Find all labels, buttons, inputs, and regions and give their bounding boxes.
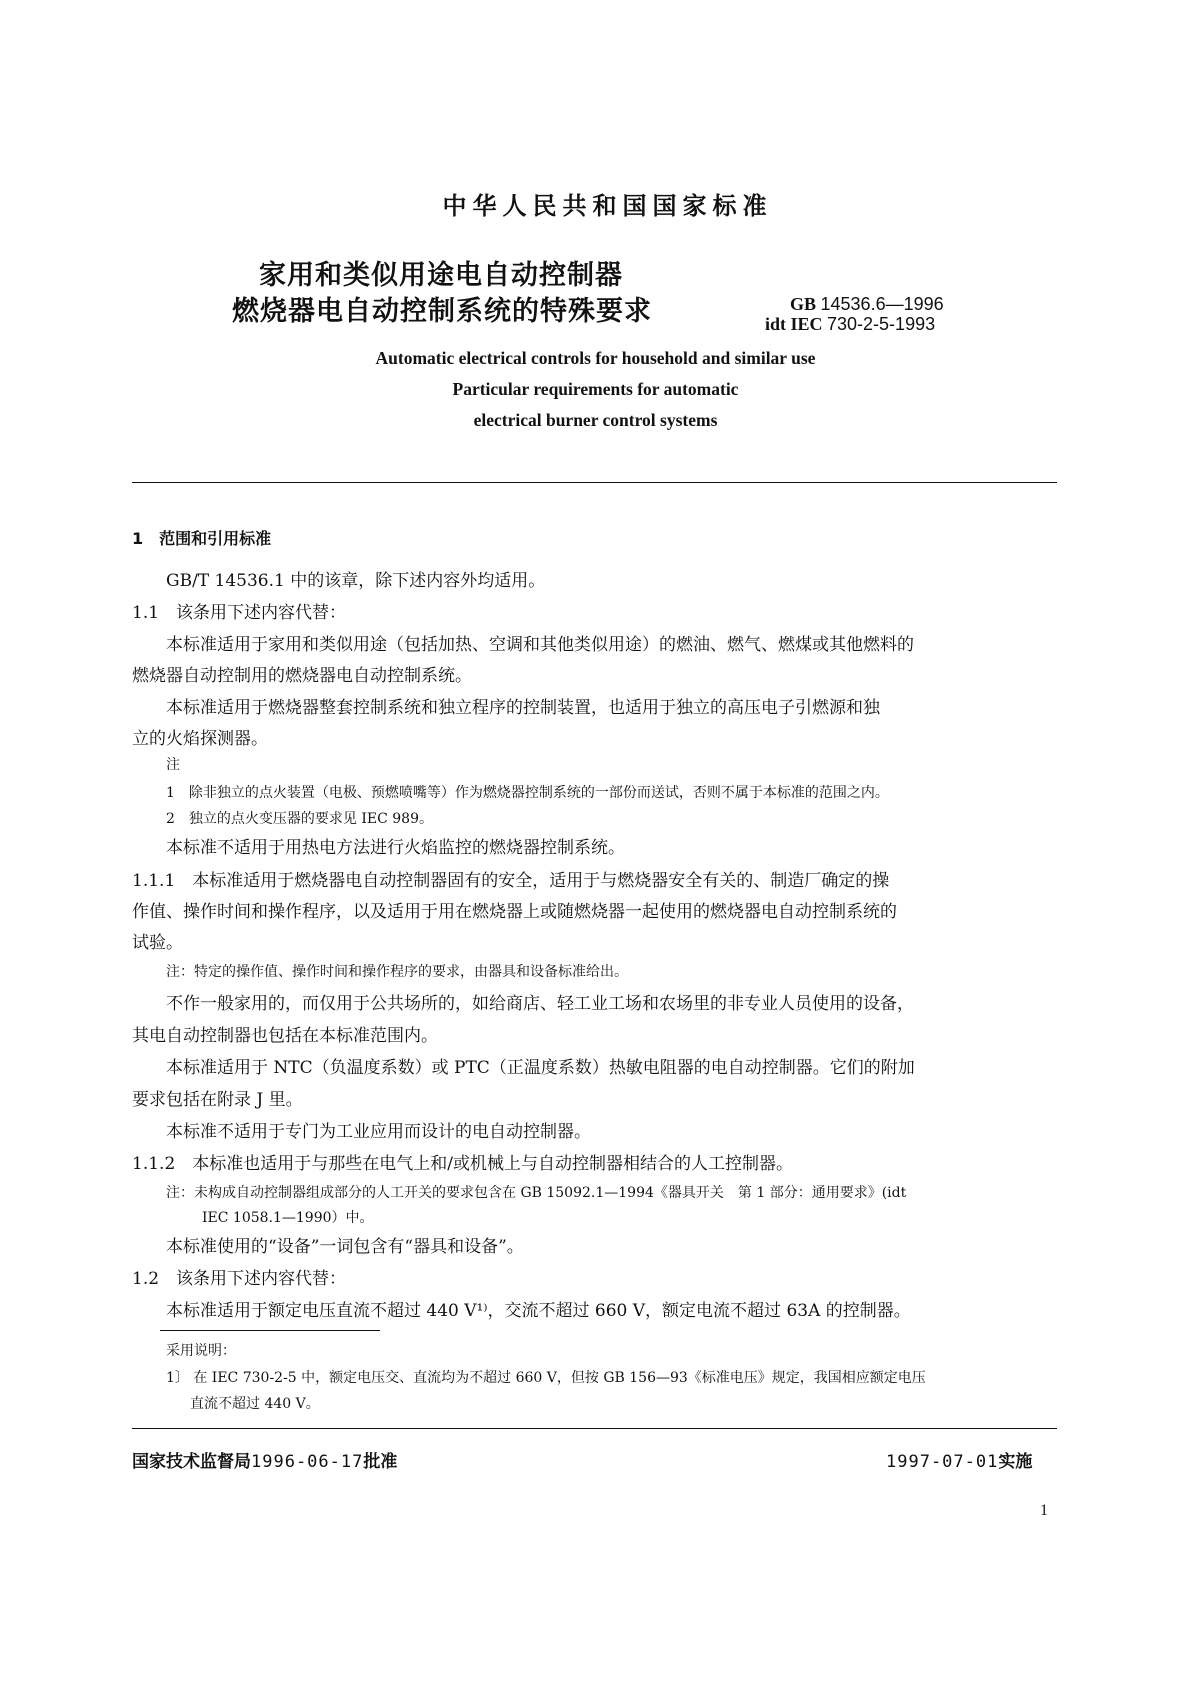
- note-4-line1: 注：未构成自动控制器组成部分的人工开关的要求包含在 GB 15092.1—1994《器具开关 第 1 部分：通用要求》(idt: [166, 1185, 907, 1201]
- note-3: 注：特定的操作值、操作时间和操作程序的要求，由器具和设备标准给出。: [166, 964, 628, 980]
- footer-divider: [132, 1428, 1057, 1429]
- title-cn-line2: 燃烧器电自动控制系统的特殊要求: [232, 296, 652, 327]
- header-divider: [132, 482, 1057, 483]
- paragraph-p3-line1: 本标准适用于燃烧器整套控制系统和独立程序的控制装置，也适用于独立的高压电子引燃源和独: [166, 698, 880, 718]
- paragraph-p2-line2: 燃烧器自动控制用的燃烧器电自动控制系统。: [132, 666, 472, 686]
- gb-number: 14536.6—1996: [820, 294, 944, 314]
- implementation-word: 实施: [998, 1452, 1033, 1472]
- clause-1-1-1-line3: 试验。: [132, 933, 183, 953]
- gb-prefix: GB: [790, 294, 817, 314]
- clause-1-1-1-line1: 1.1.1 本标准适用于燃烧器电自动控制器固有的安全，适用于与燃烧器安全有关的、制造厂确定的操: [132, 871, 890, 891]
- issuer: 国家技术监督局: [132, 1452, 251, 1472]
- idt-number: 730-2-5-1993: [827, 314, 936, 334]
- paragraph-p8: 本标准使用的“设备”一词包含有“器具和设备”。: [166, 1237, 524, 1257]
- paragraph-p3-line2: 立的火焰探测器。: [132, 729, 268, 749]
- idt-prefix: idt IEC: [765, 314, 823, 334]
- paragraph-p2-line1: 本标准适用于家用和类似用途（包括加热、空调和其他类似用途）的燃油、燃气、燃煤或其他燃料的: [166, 635, 914, 655]
- note-2: 2 独立的点火变压器的要求见 IEC 989。: [166, 811, 433, 827]
- national-standard-heading: 中华人民共和国国家标准: [442, 192, 773, 220]
- idt-code: [765, 314, 935, 334]
- note-label: 注: [166, 757, 180, 773]
- title-en-line2: Particular requirements for automatic: [452, 379, 739, 399]
- page-number: 1: [1040, 1502, 1048, 1519]
- clause-1-1-2: 1.1.2 本标准也适用于与那些在电气上和/或机械上与自动控制器相结合的人工控制器。: [132, 1154, 793, 1174]
- paragraph-p5-line2: 其电自动控制器也包括在本标准范围内。: [132, 1026, 438, 1046]
- title-en-line3: electrical burner control systems: [473, 410, 718, 430]
- section1-heading: 1 范围和引用标准: [132, 529, 272, 548]
- clause-1-2: 1.2 该条用下述内容代替：: [132, 1269, 347, 1289]
- title-en-line1: Automatic electrical controls for household and similar use: [375, 348, 816, 368]
- title-cn-line1: 家用和类似用途电自动控制器: [259, 260, 623, 291]
- footnote-divider: [160, 1330, 380, 1331]
- implementation-line: [886, 1447, 1032, 1472]
- paragraph-p6-line1: 本标准适用于 NTC（负温度系数）或 PTC（正温度系数）热敏电阻器的电自动控制器。它们的附加: [166, 1058, 915, 1078]
- paragraph-p7: 本标准不适用于专门为工业应用而设计的电自动控制器。: [166, 1122, 591, 1142]
- approval-line: [132, 1447, 397, 1472]
- paragraph-p1: GB/T 14536.1 中的该章，除下述内容外均适用。: [166, 571, 546, 591]
- implementation-date: 1997-07-01: [886, 1452, 999, 1472]
- paragraph-p6-line2: 要求包括在附录 J 里。: [132, 1090, 303, 1110]
- paragraph-p5-line1: 不作一般家用的，而仅用于公共场所的，如给商店、轻工业工场和农场里的非专业人员使用的设备，: [166, 994, 914, 1014]
- approval-word: 批准: [363, 1452, 398, 1472]
- gb-code: [790, 294, 944, 314]
- footnote-1-line2: 直流不超过 440 V。: [190, 1396, 320, 1412]
- footnote-label: 采用说明：: [166, 1343, 236, 1359]
- footnote-1-line1: 1〕 在 IEC 730-2-5 中，额定电压交、直流均为不超过 660 V，但按 GB 156—93《标准电压》规定，我国相应额定电压: [166, 1370, 926, 1386]
- note-1: 1 除非独立的点火装置（电极、预燃喷嘴等）作为燃烧器控制系统的一部份而送试，否则不属于本标准的范围之内。: [166, 785, 889, 801]
- clause-1-1-1-line2: 作值、操作时间和操作程序，以及适用于用在燃烧器上或随燃烧器一起使用的燃烧器电自动控制系统的: [132, 902, 897, 922]
- paragraph-p9: 本标准适用于额定电压直流不超过 440 V¹⁾，交流不超过 660 V，额定电流不超过 63A 的控制器。: [166, 1301, 911, 1321]
- clause-1-1: 1.1 该条用下述内容代替：: [132, 603, 347, 623]
- note-4-line2: IEC 1058.1—1990）中。: [202, 1210, 374, 1226]
- paragraph-p4: 本标准不适用于用热电方法进行火焰监控的燃烧器控制系统。: [166, 838, 625, 858]
- approval-date: 1996-06-17: [251, 1452, 364, 1472]
